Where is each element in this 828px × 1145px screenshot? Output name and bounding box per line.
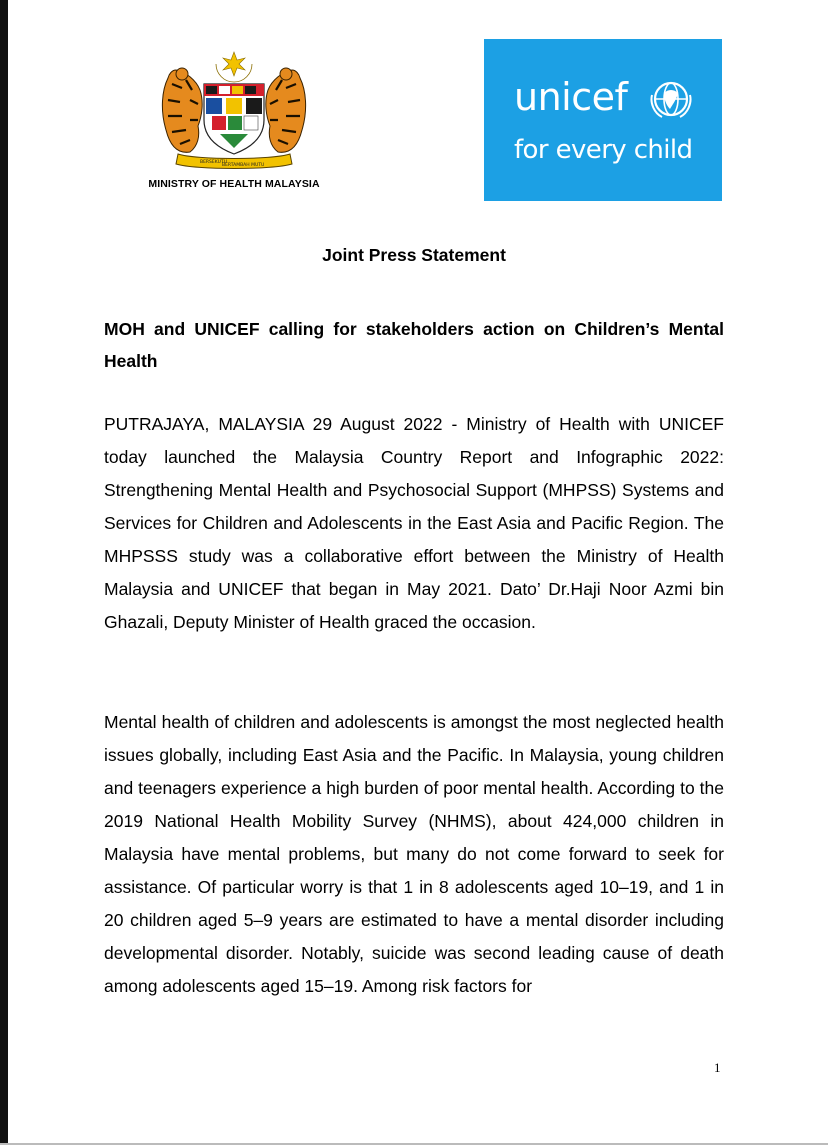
crest-motto-center: BERTAMBAH MUTU xyxy=(222,163,265,168)
unicef-tagline: for every child xyxy=(514,135,693,165)
unicef-wordmark: unicef xyxy=(514,75,628,119)
moh-caption: MINISTRY OF HEALTH MALAYSIA xyxy=(148,178,320,190)
statement-type-heading: Joint Press Statement xyxy=(322,245,506,265)
body-paragraph-2: Mental health of children and adolescents is amongst the most neglected health issues globally, including East Asia and the Pacific. In Malaysia, young children and teenagers experience a high burden of poor mental health. According to the 2019 National Health Mobility Survey (NHMS), about 424,000 children in Malaysia have mental problems, but many do not come forward to seek for assistance. Of particular worry is that 1 in 8 adolescents aged 10–19, and 1 in 20 children aged 5–9 years are estimated to have a mental disorder including developmental disorder. Notably, suicide was second leading cause of death among adolescents aged 15–19. Among risk factors for xyxy=(104,712,724,996)
malaysia-coat-of-arms-icon xyxy=(156,50,312,170)
unicef-logo xyxy=(484,39,722,201)
unicef-emblem-icon xyxy=(650,79,692,119)
body-paragraph-1: PUTRAJAYA, MALAYSIA 29 August 2022 - Ministry of Health with UNICEF today launched the Malaysia Country Report and Infographic 2022: Strengthening Mental Health and Psychosocial Support (MHPSS) Systems and Services for Children and Adolescents in the East Asia and Pacific Region. The MHPSSS study was a collaborative effort between the Ministry of Health Malaysia and UNICEF that began in May 2021. Dato’ Dr.Haji Noor Azmi bin Ghazali, Deputy Minister of Health graced the occasion. xyxy=(104,414,724,632)
page-number: 1 xyxy=(714,1060,721,1075)
page-edge-shadow xyxy=(0,0,8,1145)
press-release-headline: MOH and UNICEF calling for stakeholders action on Children’s Mental Health xyxy=(104,319,724,371)
moh-logo xyxy=(148,50,318,195)
crest-motto-left: BERSEKUTU xyxy=(200,160,227,165)
